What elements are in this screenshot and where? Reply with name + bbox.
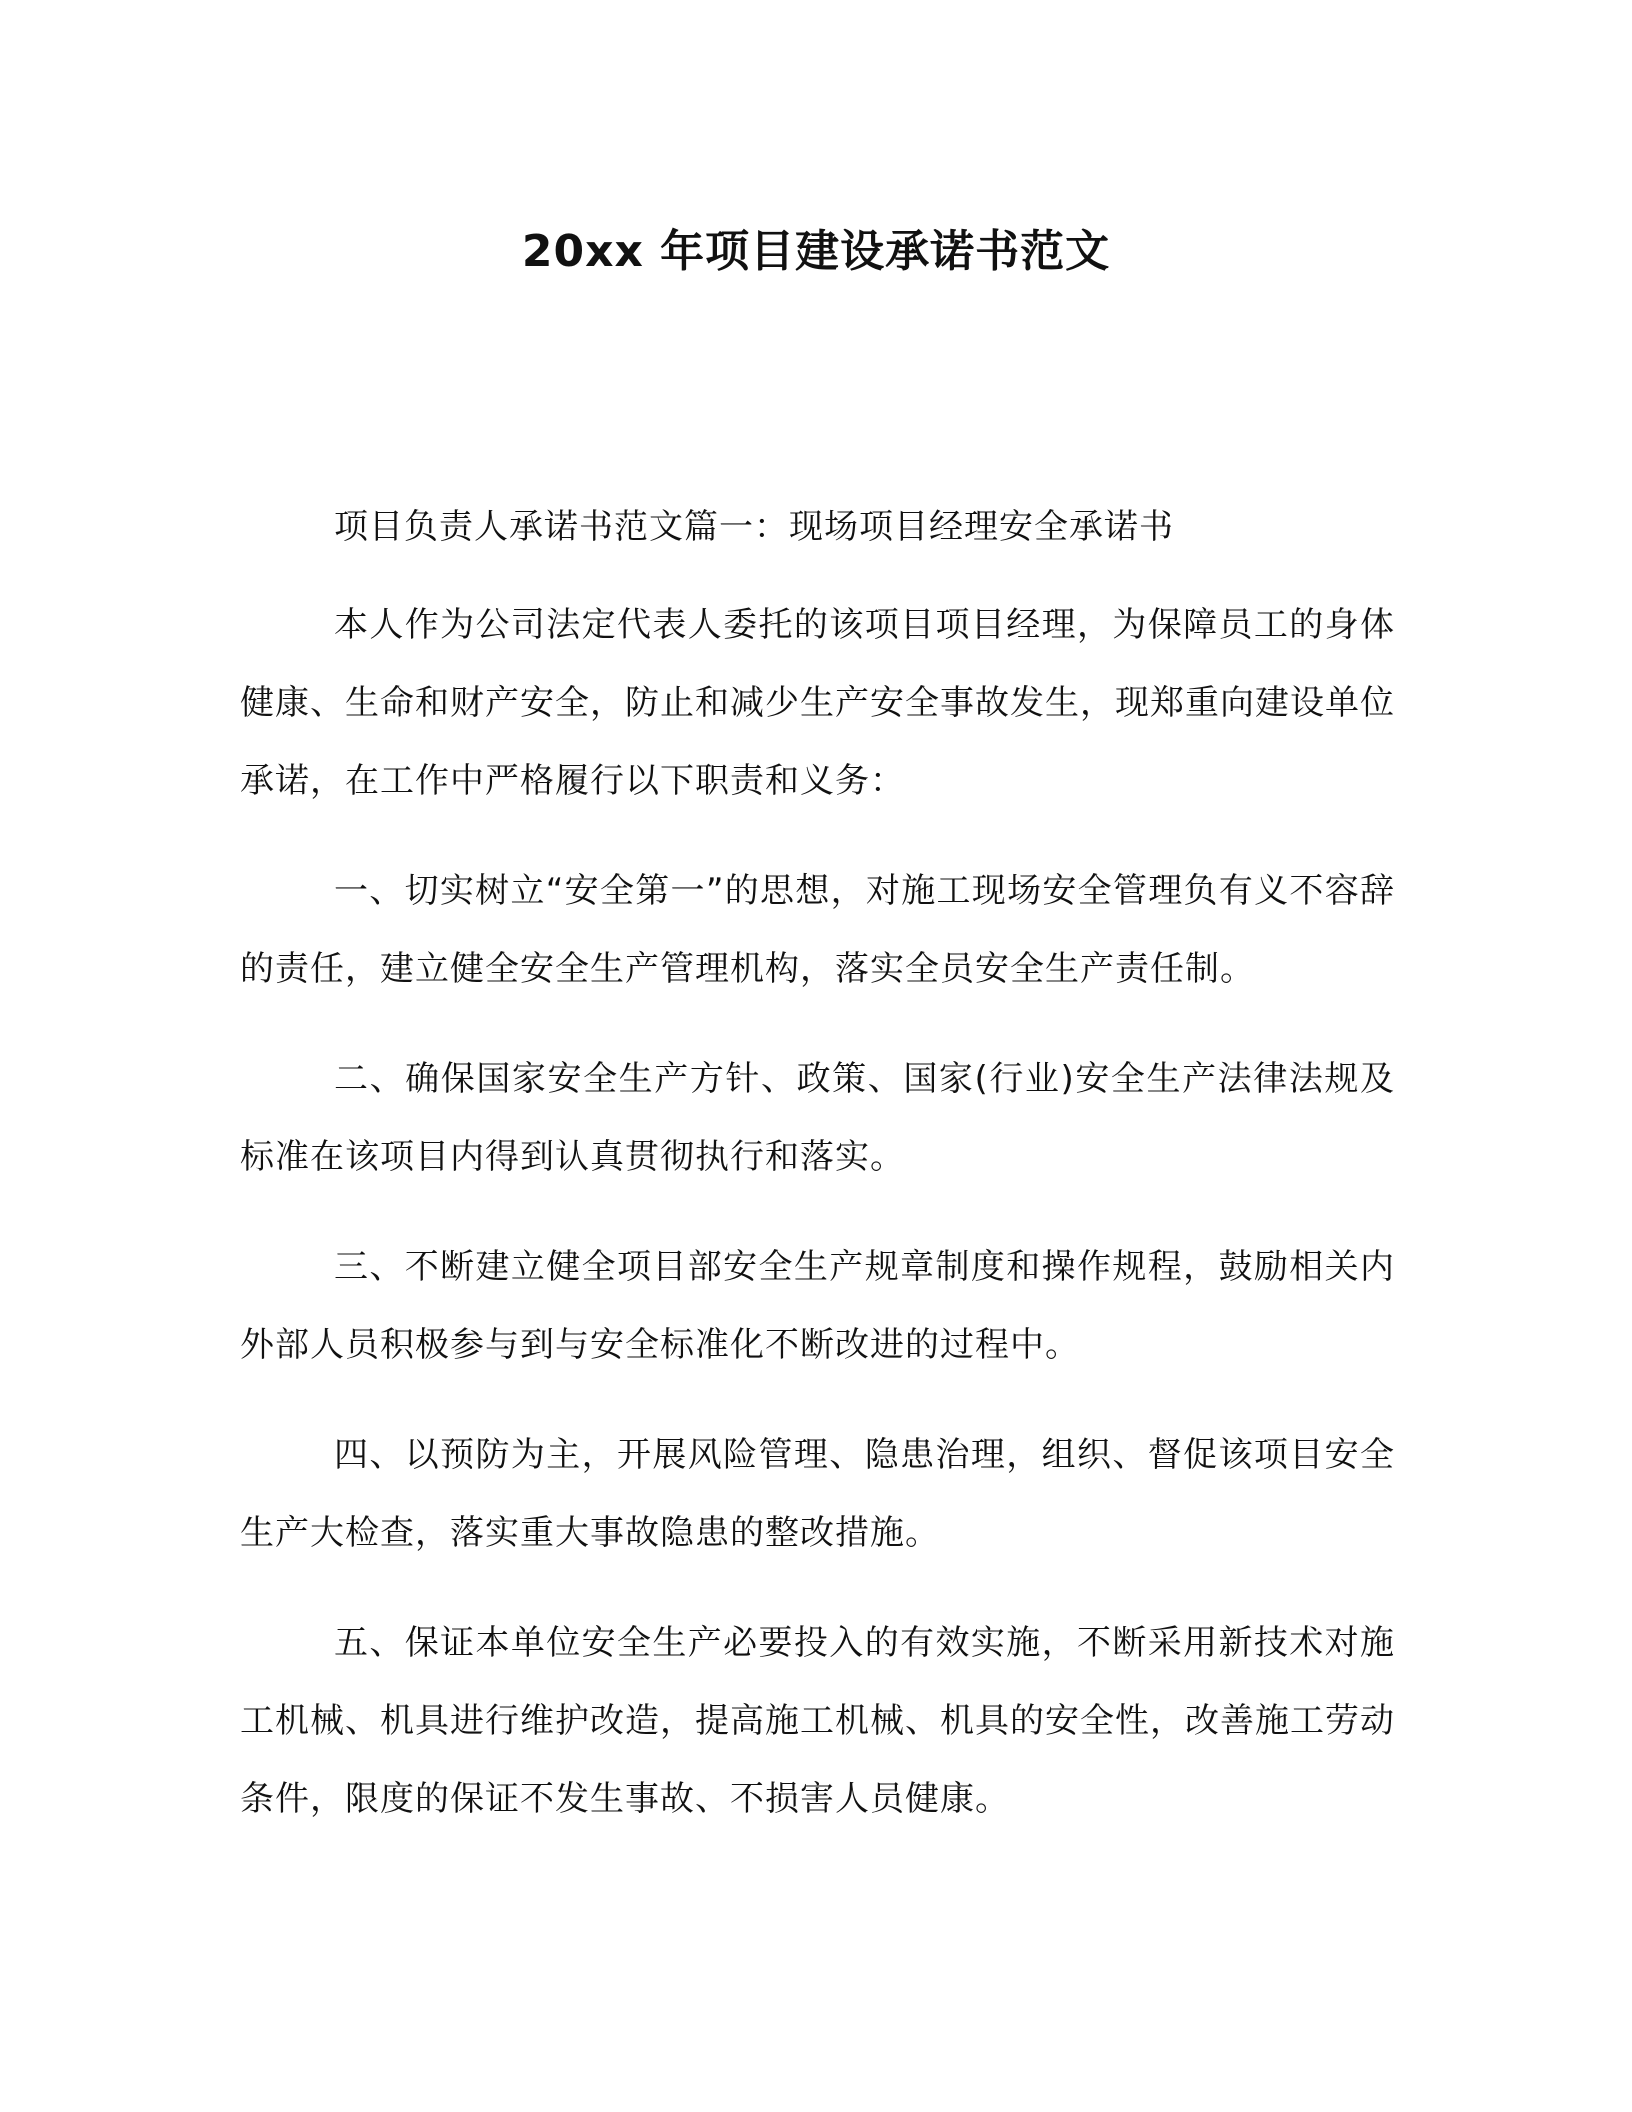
commitment-item-5: 五、保证本单位安全生产必要投入的有效实施，不断采用新技术对施工机械、机具进行维护改造，提高施工机械、机具的安全性，改善施工劳动条件，限度的保证不发生事故、不损害人员健康。 bbox=[240, 1623, 1395, 1819]
section-heading: 项目负责人承诺书范文篇一：现场项目经理安全承诺书 bbox=[334, 507, 1174, 547]
intro-paragraph: 本人作为公司法定代表人委托的该项目项目经理，为保障员工的身体健康、生命和财产安全，防止和减少生产安全事故发生，现郑重向建设单位承诺，在工作中严格履行以下职责和义务： bbox=[240, 605, 1395, 801]
commitment-item-2: 二、确保国家安全生产方针、政策、国家(行业)安全生产法律法规及标准在该项目内得到认真贯彻执行和落实。 bbox=[240, 1059, 1395, 1177]
commitment-item-3: 三、不断建立健全项目部安全生产规章制度和操作规程，鼓励相关内外部人员积极参与到与安全标准化不断改进的过程中。 bbox=[240, 1247, 1395, 1365]
commitment-item-1: 一、切实树立“安全第一”的思想，对施工现场安全管理负有义不容辞的责任，建立健全安全生产管理机构，落实全员安全生产责任制。 bbox=[240, 871, 1395, 989]
document-body bbox=[240, 488, 1395, 1870]
commitment-item-4: 四、以预防为主，开展风险管理、隐患治理，组织、督促该项目安全生产大检查，落实重大事故隐患的整改措施。 bbox=[240, 1435, 1395, 1553]
document-title: 20xx 年项目建设承诺书范文 bbox=[521, 226, 1111, 277]
